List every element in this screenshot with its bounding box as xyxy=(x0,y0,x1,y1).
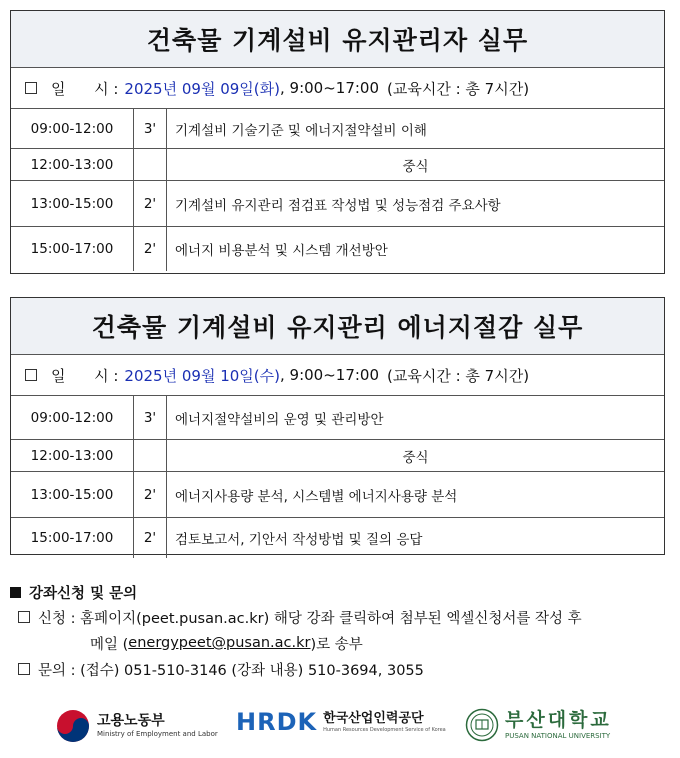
row-hours: 2' xyxy=(134,518,167,558)
row-hours: 3' xyxy=(134,109,167,148)
contact-text: 문의 : (접수) 051-510-3146 (강좌 내용) 510-3694, 3055 xyxy=(38,662,424,679)
row-hours xyxy=(134,149,167,180)
inquiry-title: 강좌신청 및 문의 xyxy=(29,585,138,602)
mail-suffix: )로 송부 xyxy=(310,636,363,653)
row-desc: 검토보고서, 기안서 작성방법 및 질의 응답 xyxy=(175,532,423,548)
row-hours: 2' xyxy=(134,227,167,271)
schedule-edu-hours: (교육시간 : 총 7시간) xyxy=(387,79,530,98)
row-time: 09:00-12:00 xyxy=(11,396,134,439)
pnu-sub: PUSAN NATIONAL UNIVERSITY xyxy=(505,732,611,740)
apply-mail-line xyxy=(10,630,650,656)
mail-label: 메일 ( xyxy=(90,636,129,653)
taegeuk-icon xyxy=(55,708,91,744)
checkbox-icon xyxy=(25,82,37,94)
schedule-edu-hours: (교육시간 : 총 7시간) xyxy=(387,366,530,385)
course-schedule xyxy=(11,68,664,109)
square-bullet-icon xyxy=(10,587,21,598)
row-desc: 에너지절약설비의 운영 및 관리방안 xyxy=(175,411,384,428)
table-row xyxy=(11,440,664,472)
row-hours: 2' xyxy=(134,181,167,226)
table-row xyxy=(11,472,664,518)
table-row xyxy=(11,181,664,227)
row-time: 12:00-13:00 xyxy=(11,149,134,180)
schedule-time: , 9:00~17:00 xyxy=(279,366,380,384)
row-time: 13:00-15:00 xyxy=(11,472,134,517)
sponsor-logos xyxy=(0,700,680,756)
row-desc: 에너지 비용분석 및 시스템 개선방안 xyxy=(175,243,388,259)
university-seal-icon xyxy=(465,708,499,742)
apply-text: 신청 : 홈페이지(peet.pusan.ac.kr) 해당 강좌 클릭하여 첨부된 엑셀신청서를 작성 후 xyxy=(38,610,582,627)
course-title: 건축물 기계설비 유지관리 에너지절감 실무 xyxy=(11,298,664,355)
row-desc: 기계설비 유지관리 점검표 작성법 및 성능점검 주요사항 xyxy=(175,197,501,214)
hrdk-logo xyxy=(236,708,446,736)
checkbox-icon xyxy=(18,611,30,623)
timetable xyxy=(11,109,664,271)
row-time: 12:00-13:00 xyxy=(11,440,134,471)
row-hours: 3' xyxy=(134,396,167,439)
row-time: 15:00-17:00 xyxy=(11,227,134,271)
course-title: 건축물 기계설비 유지관리자 실무 xyxy=(11,11,664,68)
row-hours: 2' xyxy=(134,472,167,517)
course-box-2 xyxy=(10,297,665,555)
table-row xyxy=(11,227,664,271)
inquiry-heading xyxy=(10,580,650,604)
row-time: 13:00-15:00 xyxy=(11,181,134,226)
row-desc: 중식 xyxy=(402,449,429,466)
email-link[interactable]: energypeet@pusan.ac.kr xyxy=(128,635,311,651)
schedule-time: , 9:00~17:00 xyxy=(279,79,380,97)
pnu-name: 부산대학교 xyxy=(505,709,612,731)
table-row xyxy=(11,109,664,149)
hrdk-name: 한국산업인력공단 xyxy=(323,710,424,726)
moel-name: 고용노동부 xyxy=(97,713,165,729)
moel-logo xyxy=(55,708,218,744)
row-hours xyxy=(134,440,167,471)
checkbox-icon xyxy=(18,663,30,675)
course-box-1 xyxy=(10,10,665,274)
schedule-label: 일 시 : xyxy=(51,79,119,98)
row-desc: 에너지사용량 분석, 시스템별 에너지사용량 분석 xyxy=(175,488,458,505)
apply-line xyxy=(10,604,650,630)
hrdk-mark: HRDK xyxy=(236,708,318,736)
schedule-label: 일 시 : xyxy=(51,366,119,385)
schedule-date: 2025년 09월 09일(화) xyxy=(124,79,280,98)
moel-sub: Ministry of Employment and Labor xyxy=(97,730,218,738)
table-row xyxy=(11,149,664,181)
contact-line xyxy=(10,656,650,682)
pnu-logo xyxy=(465,708,612,742)
table-row xyxy=(11,518,664,558)
row-desc: 중식 xyxy=(402,158,429,175)
timetable xyxy=(11,396,664,558)
row-desc: 기계설비 기술기준 및 에너지절약설비 이해 xyxy=(175,122,427,139)
schedule-date: 2025년 09월 10일(수) xyxy=(124,366,280,385)
checkbox-icon xyxy=(25,369,37,381)
row-time: 09:00-12:00 xyxy=(11,109,134,148)
course-schedule xyxy=(11,355,664,396)
hrdk-sub: Human Resources Development Service of Korea xyxy=(323,726,446,733)
table-row xyxy=(11,396,664,440)
row-time: 15:00-17:00 xyxy=(11,518,134,558)
inquiry-section xyxy=(10,580,650,682)
